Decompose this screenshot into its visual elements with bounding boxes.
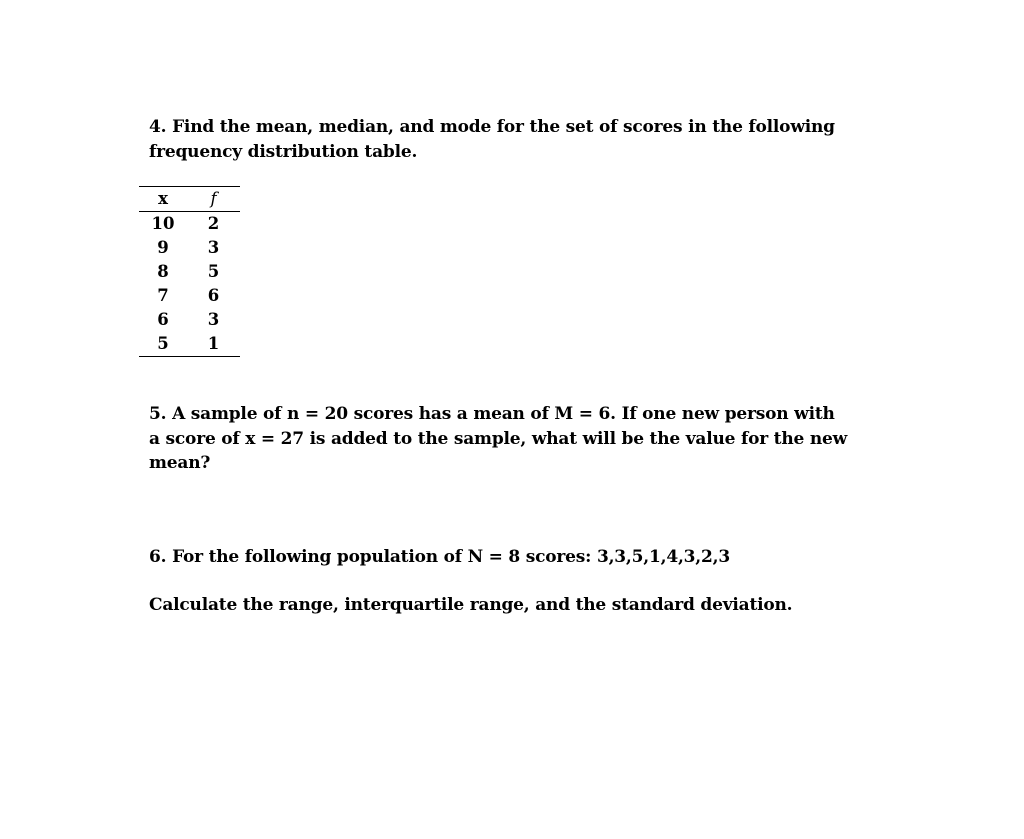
table-header-row (139, 187, 240, 212)
cell-f: 1 (187, 332, 240, 357)
table-row (139, 260, 240, 284)
cell-f: 3 (207, 310, 220, 329)
cell-f: 3 (207, 238, 220, 257)
question-6: 6. For the following population of N = 8 scores: 3,3,5,1,4,3,2,3 (149, 547, 730, 567)
cell-x: 6 (157, 310, 169, 329)
cell-x: 9 (157, 238, 169, 257)
cell-x: 8 (157, 262, 169, 281)
cell-f: 2 (207, 214, 220, 233)
cell-x: 7 (157, 286, 169, 305)
table-row (139, 284, 240, 308)
cell-x: 5 (139, 332, 187, 357)
table-row (139, 332, 240, 357)
question-6-instruction: Calculate the range, interquartile range, and the standard deviation. (149, 595, 793, 615)
frequency-distribution-table (139, 186, 240, 357)
table-row (139, 212, 240, 237)
cell-f: 5 (207, 262, 220, 281)
cell-x: 10 (151, 214, 175, 233)
question-4: 4. Find the mean, median, and mode for the set of scores in the following frequency distribution table. (149, 117, 835, 162)
cell-f: 6 (207, 286, 220, 305)
header-x: x (139, 187, 187, 212)
table-row (139, 308, 240, 332)
question-5: 5. A sample of n = 20 scores has a mean of M = 6. If one new person with a score of x = 27 is added to the sample, what will be the value for the new mean? (149, 404, 848, 473)
table-row (139, 236, 240, 260)
header-f: f (187, 187, 240, 212)
